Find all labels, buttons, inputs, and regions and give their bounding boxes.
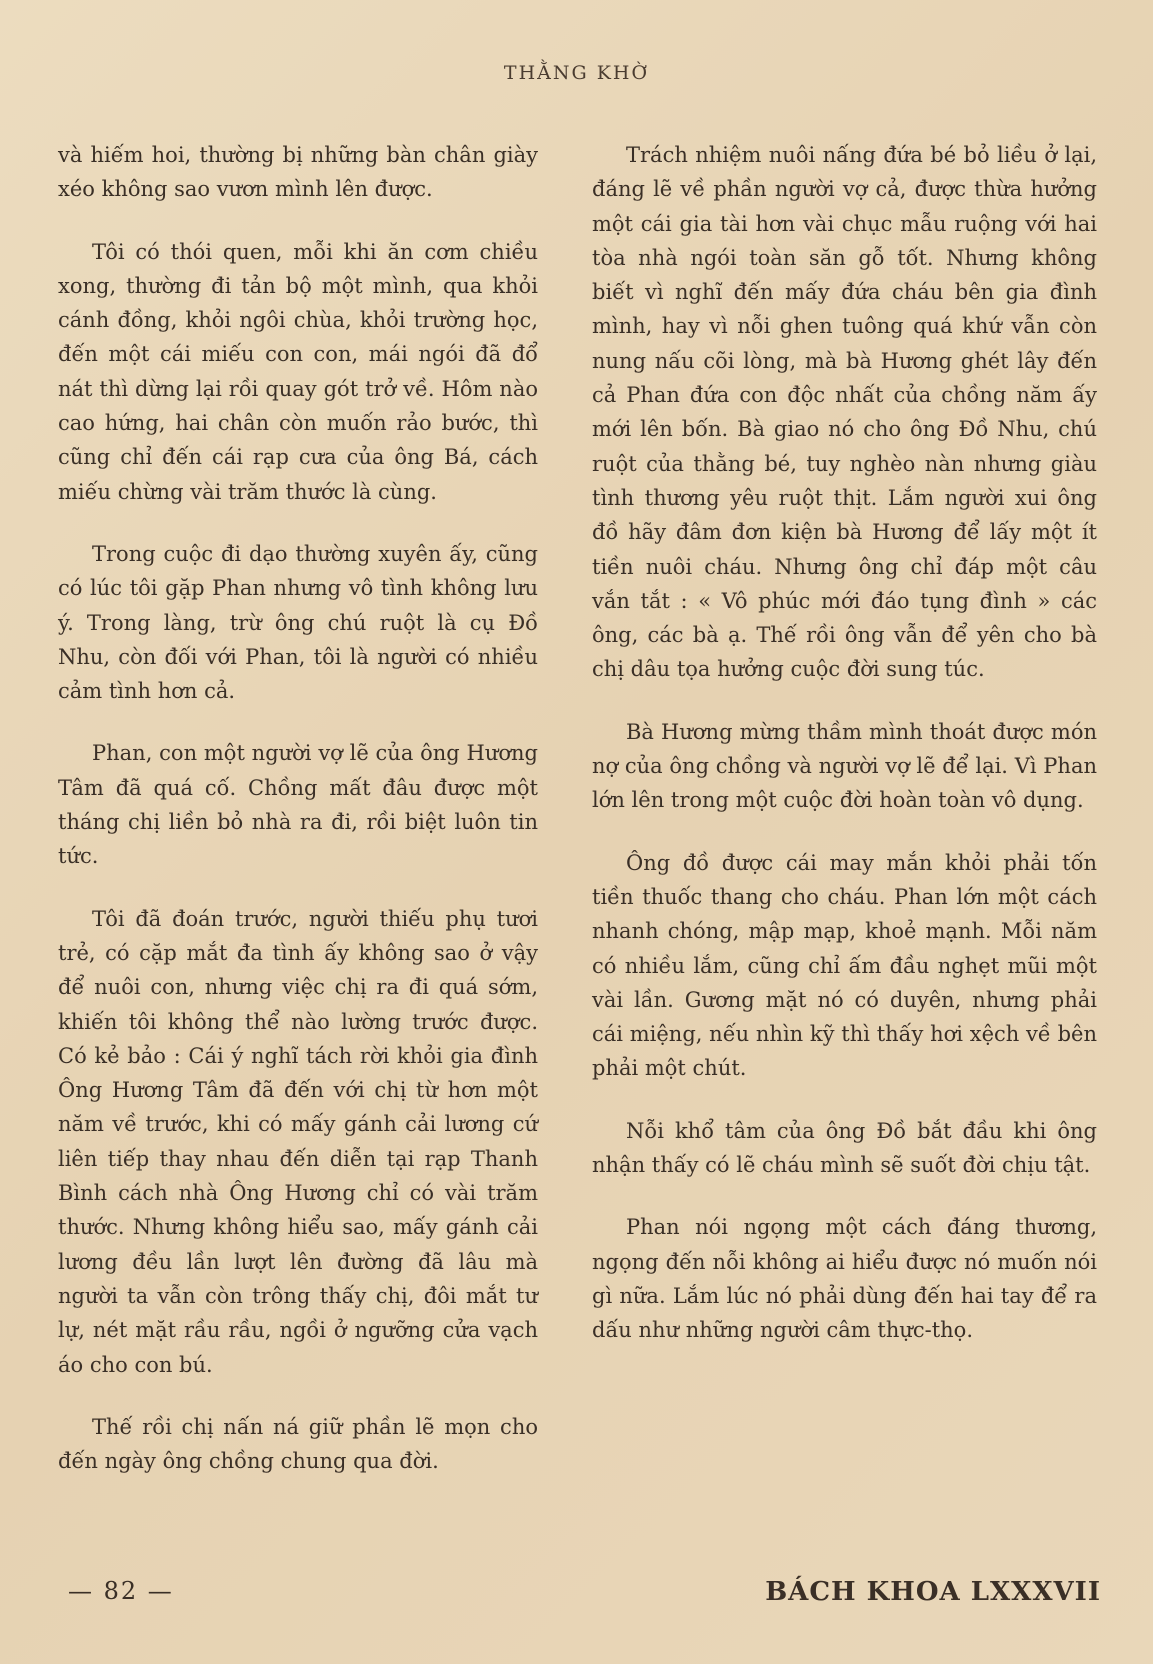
paragraph: Tôi đã đoán trước, người thiếu phụ tươi trẻ, có cặp mắt đa tình ấy không sao ở vậy để nuôi con, nhưng việc chị ra đi quá sớm, khiến tôi không thể nào lường trước được. Có kẻ bảo : Cái ý nghĩ tách rời khỏi gia đình Ông Hương Tâm đã đến với chị từ hơn một năm về trước, khi có mấy gánh cải lương cứ liên tiếp thay nhau đến diễn tại rạp Thanh Bình cách nhà Ông Hương chỉ có vài trăm thước. Nhưng không hiểu sao, mấy gánh cải lương đều lần lượt lên đường đã lâu mà người ta vẫn còn trông thấy chị, đôi mắt tư lự, nét mặt rầu rầu, ngồi ở ngưỡng cửa vạch áo cho con bú.	[58, 906, 538, 1377]
paragraph: Trong cuộc đi dạo thường xuyên ấy, cũng có lúc tôi gặp Phan nhưng vô tình không lưu ý. Trong làng, trừ ông chú ruột là cụ Đồ Nhu, còn đối với Phan, tôi là người có nhiều cảm tình hơn cả.	[58, 541, 538, 704]
running-head: THẰNG KHỜ	[503, 62, 650, 84]
left-column	[58, 138, 538, 1506]
paragraph: Bà Hương mừng thầm mình thoát được món nợ của ông chồng và người vợ lẽ để lại. Vì Phan lớn lên trong một cuộc đời hoàn toàn vô dụng.	[592, 719, 1097, 813]
paragraph: Trách nhiệm nuôi nấng đứa bé bỏ liều ở lại, đáng lẽ về phần người vợ cả, được thừa hưởng một cái gia tài hơn vài chục mẫu ruộng với hai tòa nhà ngói toàn săn gỗ tốt. Nhưng không biết vì nghĩ đến mấy đứa cháu bên gia đình mình, hay vì nỗi ghen tuông quá khứ vẫn còn nung nấu cõi lòng, mà bà Hương ghét lây đến cả Phan đứa con độc nhất của chồng năm ấy mới lên bốn. Bà giao nó cho ông Đồ Nhu, chú ruột của thằng bé, tuy nghèo nàn nhưng giàu tình thương yêu ruột thịt. Lắm người xui ông đồ hãy đâm đơn kiện bà Hương để lấy một ít tiền nuôi cháu. Nhưng ông chỉ đáp một câu vắn tắt : « Vô phúc mới đáo tụng đình » các ông, các bà ạ. Thế rồi ông vẫn để yên cho bà chị dâu tọa hưởng cuộc đời sung túc.	[592, 143, 1097, 682]
paragraph: Ông đồ được cái may mắn khỏi phải tốn tiền thuốc thang cho cháu. Phan lớn một cách nhanh chóng, mập mạp, khoẻ mạnh. Mỗi năm có nhiều lắm, cũng chỉ ấm đầu nghẹt mũi một vài lần. Gương mặt nó có duyên, nhưng phải cái miệng, nếu nhìn kỹ thì thấy hơi xệch về bên phải một chút.	[592, 850, 1097, 1081]
paragraph: Tôi có thói quen, mỗi khi ăn cơm chiều xong, thường đi tản bộ một mình, qua khỏi cánh đồng, khỏi ngôi chùa, khỏi trường học, đến một cái miếu con con, mái ngói đã đổ nát thì dừng lại rồi quay gót trở về. Hôm nào cao hứng, hai chân còn muốn rảo bước, thì cũng chỉ đến cái rạp cưa của ông Bá, cách miếu chừng vài trăm thước là cùng.	[58, 239, 538, 504]
right-column	[592, 138, 1097, 1376]
paragraph: Phan, con một người vợ lẽ của ông Hương Tâm đã quá cố. Chồng mất đâu được một tháng chị liền bỏ nhà ra đi, rồi biệt luôn tin tức.	[58, 741, 538, 869]
paragraph: Phan nói ngọng một cách đáng thương, ngọng đến nỗi không ai hiểu được nó muốn nói gì nữa. Lắm lúc nó phải dùng đến hai tay để ra dấu như những người câm thực-thọ.	[592, 1215, 1097, 1343]
paragraph: và hiếm hoi, thường bị những bàn chân giày xéo không sao vươn mình lên được.	[58, 143, 538, 202]
journal-title: BÁCH KHOA LXXXVII	[765, 1577, 1101, 1607]
paragraph: Thế rồi chị nấn ná giữ phần lẽ mọn cho đến ngày ông chồng chung qua đời.	[58, 1414, 538, 1474]
page-number: — 82 —	[68, 1577, 174, 1605]
paragraph: Nỗi khổ tâm của ông Đồ bắt đầu khi ông nhận thấy có lẽ cháu mình sẽ suốt đời chịu tật.	[592, 1118, 1097, 1178]
